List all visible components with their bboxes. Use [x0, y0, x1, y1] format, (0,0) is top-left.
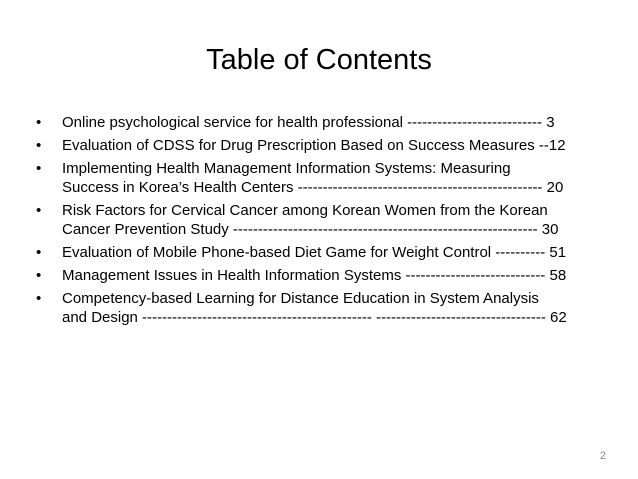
bullet-icon: • — [36, 244, 42, 261]
toc-entry-competency-based-learning — [36, 289, 606, 327]
toc-entry-text: Evaluation of Mobile Phone-based Diet Game for Weight Control ---------- 51 — [62, 244, 567, 261]
toc-entry-text: Online psychological service for health professional --------------------------- 3 — [62, 114, 555, 131]
toc-entry-text: Competency-based Learning for Distance Education in System Analysis — [62, 290, 539, 307]
toc-entry-online-psychological-service — [36, 113, 606, 132]
toc-entry-text: Implementing Health Management Information Systems: Measuring — [62, 160, 511, 177]
bullet-icon: • — [36, 290, 42, 307]
bullet-icon: • — [36, 160, 42, 177]
toc-entry-text: Risk Factors for Cervical Cancer among Korean Women from the Korean — [62, 202, 548, 219]
toc-entry-text: Evaluation of CDSS for Drug Prescription Based on Success Measures --12 — [62, 137, 566, 154]
toc-entry-mobile-diet-game — [36, 243, 606, 262]
toc-entry-text-continuation: and Design ---------------------------------------------- ---------------------------------- 62 — [62, 309, 567, 326]
bullet-icon: • — [36, 267, 42, 284]
toc-entry-risk-factors-cervical-cancer — [36, 201, 606, 239]
page-title: Table of Contents — [206, 44, 432, 76]
toc-entry-text-continuation: Success in Korea’s Health Centers ------------------------------------------------- 20 — [62, 179, 564, 196]
toc-entry-text-continuation: Cancer Prevention Study ------------------------------------------------------------- 30 — [62, 221, 559, 238]
bullet-icon: • — [36, 114, 42, 131]
toc-entry-management-issues — [36, 266, 606, 285]
page-number: 2 — [599, 450, 606, 462]
toc-entry-text: Management Issues in Health Information Systems ---------------------------- 58 — [62, 267, 567, 284]
bullet-icon: • — [36, 137, 42, 154]
toc-entry-implementing-health-management — [36, 159, 606, 197]
table-of-contents-list — [36, 113, 606, 331]
toc-entry-evaluation-of-cdss — [36, 136, 606, 155]
bullet-icon: • — [36, 202, 42, 219]
